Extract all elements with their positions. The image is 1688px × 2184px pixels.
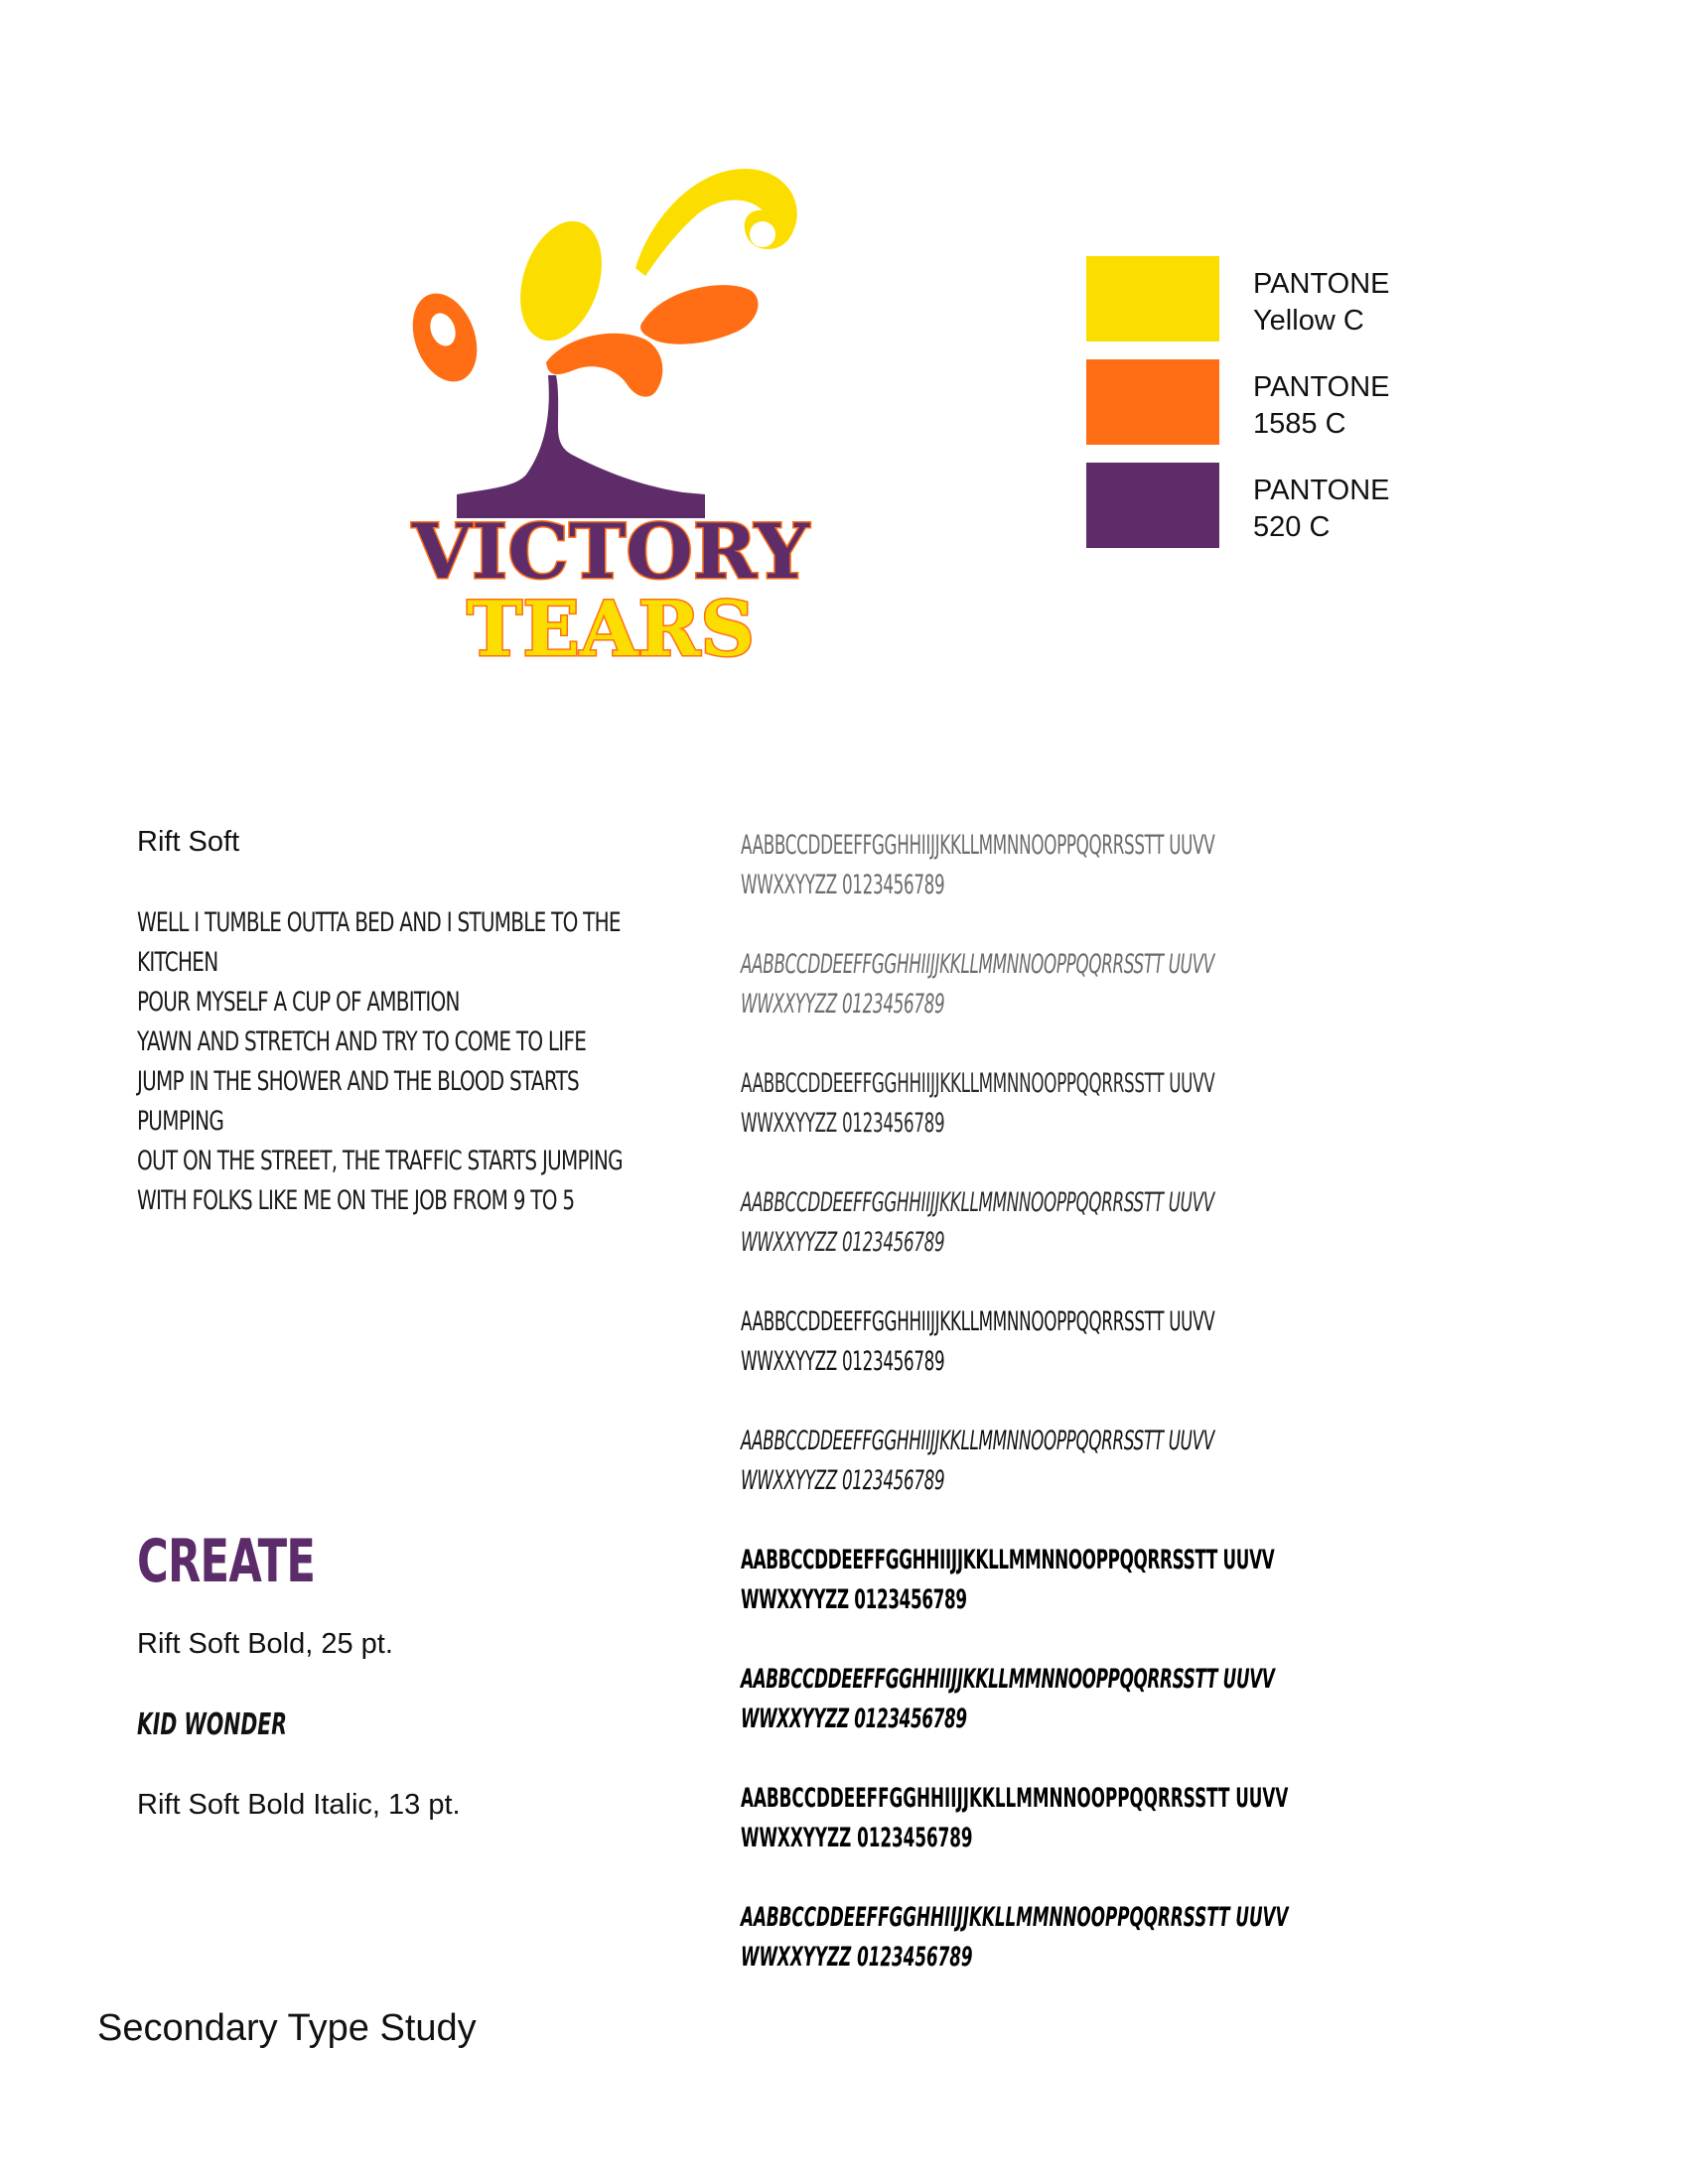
specimen-line: WWXXYYZZ 0123456789	[741, 1108, 945, 1139]
create-heading-caption: Rift Soft Bold, 25 pt.	[137, 1628, 393, 1660]
swatch-purple	[1086, 463, 1444, 548]
specimen-line: WWXXYYZZ 0123456789	[741, 989, 945, 1020]
specimen-black-italic	[741, 1898, 1436, 1978]
logo-swoosh-hole	[750, 221, 775, 247]
lyric-line: WELL I TUMBLE OUTTA BED AND I STUMBLE TO THE	[137, 907, 621, 938]
specimen-line: WWXXYYZZ 0123456789	[741, 1823, 973, 1853]
specimen-line: AABBCCDDEEFFGGHHIIJJKKLLMMNNOOPPQQRRSSTT UUVV	[741, 1664, 1275, 1695]
specimen-line: AABBCCDDEEFFGGHHIIJJKKLLMMNNOOPPQQRRSSTT UUVV	[741, 1068, 1215, 1099]
specimen-line: WWXXYYZZ 0123456789	[741, 1227, 945, 1258]
specimen-line: WWXXYYZZ 0123456789	[741, 1584, 967, 1615]
specimen-line: WWXXYYZZ 0123456789	[741, 1465, 945, 1496]
logo-word-victory: VICTORY	[410, 507, 810, 596]
lyric-line: YAWN AND STRETCH AND TRY TO COME TO LIFE	[137, 1026, 587, 1057]
specimen-light-italic	[741, 945, 1436, 1024]
font-name-label: Rift Soft	[137, 826, 240, 858]
lyric-line: OUT ON THE STREET, THE TRAFFIC STARTS JUMPING	[137, 1146, 623, 1176]
swatch-label-orange	[1253, 369, 1390, 443]
specimen-line: WWXXYYZZ 0123456789	[741, 1346, 945, 1377]
page-footer-title: Secondary Type Study	[97, 2007, 477, 2049]
lyrics-sample	[137, 903, 693, 1221]
kid-wonder-caption: Rift Soft Bold Italic, 13 pt.	[137, 1789, 461, 1821]
swatch-orange	[1086, 359, 1444, 445]
lyric-line: KITCHEN	[137, 947, 218, 978]
logo-yellow-swoosh	[635, 169, 797, 276]
victory-tears-logo	[397, 159, 834, 685]
kid-wonder-subheading: KID WONDER	[137, 1707, 287, 1742]
swatch-label-line1: PANTONE	[1253, 371, 1390, 403]
swatch-yellow	[1086, 256, 1444, 341]
swatch-label-line2: 1585 C	[1253, 408, 1346, 440]
specimen-line: AABBCCDDEEFFGGHHIIJJKKLLMMNNOOPPQQRRSSTT UUVV	[741, 1783, 1289, 1814]
swatch-chip-orange	[1086, 359, 1219, 445]
swatch-chip-yellow	[1086, 256, 1219, 341]
specimen-line: AABBCCDDEEFFGGHHIIJJKKLLMMNNOOPPQQRRSSTT UUVV	[741, 830, 1215, 861]
specimen-medium	[741, 1302, 1436, 1382]
lyric-line: POUR MYSELF A CUP OF AMBITION	[137, 987, 460, 1018]
specimen-black	[741, 1779, 1436, 1858]
swatch-label-line1: PANTONE	[1253, 268, 1390, 300]
swatch-label-purple	[1253, 473, 1390, 546]
specimen-line: AABBCCDDEEFFGGHHIIJJKKLLMMNNOOPPQQRRSSTT UUVV	[741, 1545, 1275, 1575]
swatch-label-line2: 520 C	[1253, 511, 1331, 543]
logo-orange-splash-right	[640, 285, 758, 344]
logo-word-tears: TEARS	[467, 585, 755, 673]
specimen-medium-italic	[741, 1422, 1436, 1501]
specimen-line: AABBCCDDEEFFGGHHIIJJKKLLMMNNOOPPQQRRSSTT UUVV	[741, 1426, 1214, 1456]
specimen-line: AABBCCDDEEFFGGHHIIJJKKLLMMNNOOPPQQRRSSTT UUVV	[741, 949, 1214, 980]
specimen-regular-italic	[741, 1183, 1436, 1263]
logo-orange-splash-middle	[546, 334, 662, 397]
specimen-line: AABBCCDDEEFFGGHHIIJJKKLLMMNNOOPPQQRRSSTT UUVV	[741, 1306, 1215, 1337]
swatch-label-line2: Yellow C	[1253, 305, 1364, 337]
logo-wordmark	[411, 507, 810, 673]
specimen-line: WWXXYYZZ 0123456789	[741, 1704, 967, 1734]
lyric-line: WITH FOLKS LIKE ME ON THE JOB FROM 9 TO 5	[137, 1185, 575, 1216]
specimen-light	[741, 826, 1436, 905]
swatch-label-yellow	[1253, 266, 1390, 340]
specimen-line: AABBCCDDEEFFGGHHIIJJKKLLMMNNOOPPQQRRSSTT UUVV	[741, 1187, 1214, 1218]
specimen-bold-italic	[741, 1660, 1436, 1739]
logo-yellow-drop	[506, 210, 617, 350]
lyric-line: JUMP IN THE SHOWER AND THE BLOOD STARTS	[137, 1066, 579, 1097]
create-heading: CREATE	[137, 1527, 316, 1596]
swatch-chip-purple	[1086, 463, 1219, 548]
swatch-label-line1: PANTONE	[1253, 475, 1390, 506]
specimen-bold	[741, 1541, 1436, 1620]
specimen-line: WWXXYYZZ 0123456789	[741, 870, 945, 900]
lyric-line: PUMPING	[137, 1106, 224, 1137]
specimen-line: AABBCCDDEEFFGGHHIIJJKKLLMMNNOOPPQQRRSSTT UUVV	[741, 1902, 1289, 1933]
specimen-regular	[741, 1064, 1436, 1144]
specimen-line: WWXXYYZZ 0123456789	[741, 1942, 973, 1973]
logo-purple-base	[457, 375, 705, 518]
